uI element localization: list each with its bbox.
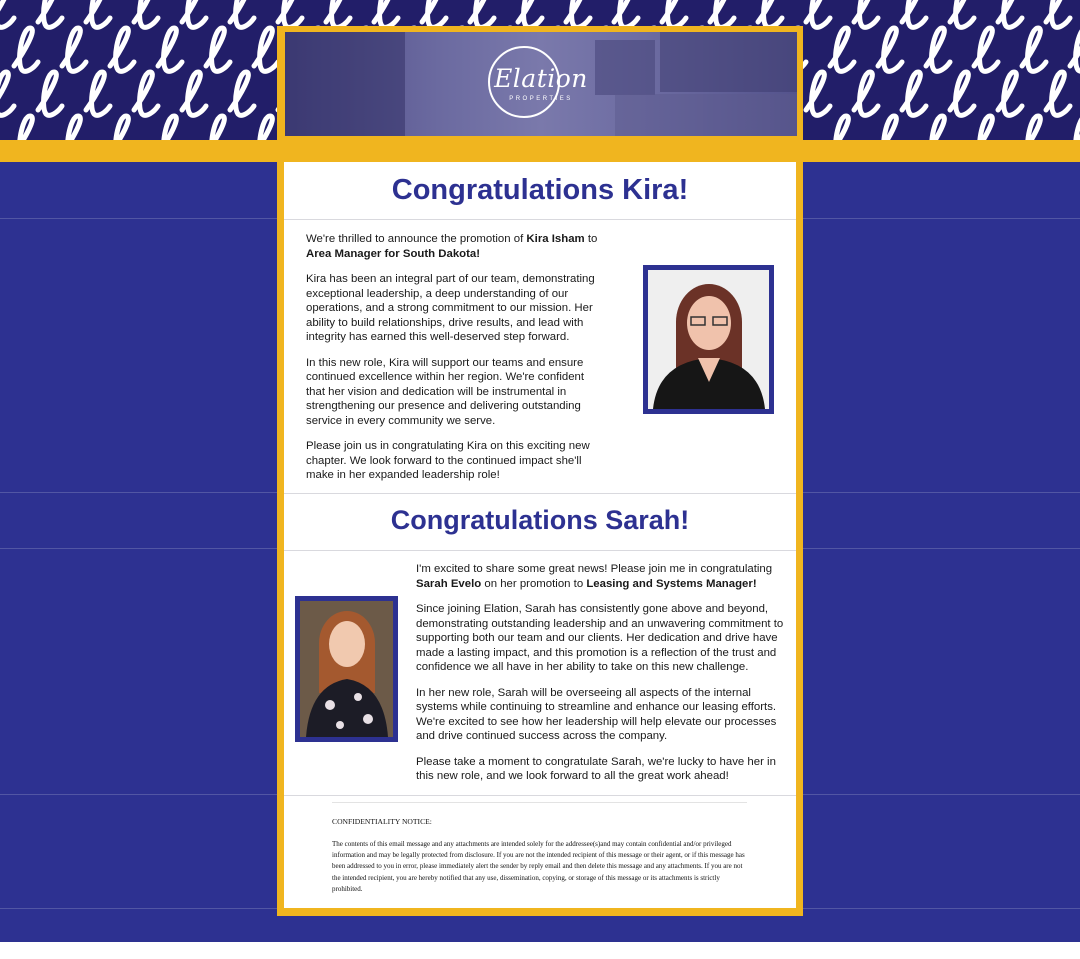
kira-intro (306, 232, 606, 261)
sarah-photo-frame (295, 596, 398, 742)
pattern-stroke (878, 116, 902, 140)
pattern-stroke (62, 116, 86, 140)
pattern-stroke (566, 0, 590, 27)
kira-heading: Congratulations Kira! (391, 174, 689, 206)
sarah-intro-middle: on her promotion to (481, 577, 587, 590)
pattern-stroke (1046, 72, 1070, 115)
pattern-stroke (950, 0, 974, 27)
interior-photo (615, 94, 797, 136)
pattern-stroke (158, 28, 182, 71)
sarah-intro-prefix: I'm excited to share some great news! Please join me in congratulating (416, 563, 773, 575)
team-photo-collage (285, 32, 405, 136)
pattern-stroke (326, 0, 350, 27)
pattern-stroke (806, 72, 830, 115)
pattern-stroke (0, 0, 14, 27)
pattern-stroke (14, 28, 38, 71)
sarah-intro (416, 562, 790, 591)
sarah-heading: Congratulations Sarah! (390, 505, 690, 535)
pattern-stroke (806, 0, 830, 27)
sarah-portrait-photo (300, 601, 393, 737)
section-divider (284, 219, 796, 220)
kira-intro-prefix: We're thrilled to announce the promotion of (306, 233, 527, 245)
pattern-stroke (422, 0, 446, 27)
section-divider (284, 550, 796, 551)
pattern-stroke (830, 116, 854, 140)
sarah-role: Leasing and Systems Manager! (586, 577, 757, 590)
kira-paragraph-2: Kira has been an integral part of our team, demonstrating exceptional leadership, a deep understanding of our operations, and a strong commitment to our mission. Her ability to build relationships, drive results, and lead with integrity has earned this well-deserved step forward. (306, 273, 595, 343)
pattern-stroke (854, 0, 878, 27)
pattern-stroke (206, 116, 230, 140)
pattern-stroke (950, 72, 974, 115)
pattern-stroke (470, 0, 494, 27)
kira-paragraph-4: Please join us in congratulating Kira on this exciting new chapter. We look forward to the continued impact she'll make in her expanded leadership role! (306, 440, 590, 481)
pattern-stroke (830, 28, 854, 71)
kira-portrait (648, 270, 769, 409)
pattern-stroke (134, 0, 158, 27)
pattern-stroke (86, 0, 110, 27)
kira-photo-frame (643, 265, 774, 414)
section-divider (284, 493, 796, 494)
sarah-announcement (416, 562, 790, 795)
sarah-portrait (300, 601, 393, 737)
sarah-paragraph-2: Since joining Elation, Sarah has consistently gone above and beyond, demonstrating outstanding leadership and an unwavering commitment to supporting both our team and our clients. Her dedication and drive have made a lasting impact, and this promotion is a reflection of the trust and confidence we all have in her ability to take on this new challenge. (416, 603, 784, 673)
kira-intro-middle: to (584, 233, 598, 245)
pattern-stroke (878, 28, 902, 71)
pattern-stroke (254, 28, 278, 71)
kira-portrait-photo (648, 270, 769, 409)
pattern-stroke (110, 116, 134, 140)
pattern-stroke (278, 0, 302, 27)
pattern-stroke (374, 0, 398, 27)
pattern-stroke (110, 28, 134, 71)
pattern-stroke (902, 0, 926, 27)
pattern-stroke (710, 0, 734, 27)
sarah-paragraph-4: Please take a moment to congratulate Sarah, we're lucky to have her in this new role, and we look forward to all the great work ahead! (416, 755, 776, 782)
section-divider (284, 795, 796, 796)
pattern-stroke (1070, 116, 1080, 140)
kira-announcement (306, 232, 606, 494)
elation-logo: Elation (494, 64, 588, 93)
pattern-stroke (758, 0, 782, 27)
pattern-stroke (998, 0, 1022, 27)
pattern-stroke (38, 0, 62, 27)
pattern-stroke (1022, 116, 1046, 140)
confidentiality-title: CONFIDENTIALITY NOTICE: (332, 817, 432, 826)
pattern-stroke (14, 116, 38, 140)
pattern-stroke (158, 116, 182, 140)
confidentiality-body: The contents of this email message and any attachments are intended solely for the addressee(s)and may contain confidential and/or privileged information and may be legally protected from disclosure. If you are not the intended recipient of this message or their agent, or if this message has been addressed to you in error, please immediately alert the sender by reply email and then delete this message and any attachments. If you are not the intended recipient, you are hereby notified that any use, dissemination, copying, or storage of this message or its attachments is strictly prohibited. (332, 840, 745, 893)
kira-role: Area Manager for South Dakota! (306, 247, 481, 260)
pattern-stroke (974, 28, 998, 71)
pattern-stroke (518, 0, 542, 27)
pattern-stroke (1070, 28, 1080, 71)
kira-name: Kira Isham (526, 233, 585, 245)
pattern-stroke (926, 116, 950, 140)
pattern-stroke (1046, 0, 1070, 27)
aerial-photo (660, 32, 797, 92)
logo-subtitle: PROPERTIES (509, 96, 573, 102)
pattern-stroke (230, 72, 254, 115)
pattern-stroke (134, 72, 158, 115)
pattern-stroke (230, 0, 254, 27)
pattern-stroke (614, 0, 638, 27)
pattern-stroke (182, 0, 206, 27)
pattern-stroke (902, 72, 926, 115)
pattern-stroke (38, 72, 62, 115)
pattern-stroke (926, 28, 950, 71)
pattern-stroke (974, 116, 998, 140)
pattern-stroke (182, 72, 206, 115)
kira-paragraph-3: In this new role, Kira will support our teams and ensure continued excellence within her region. We're confident that her vision and dedication will be instrumental in strengthening our presence and delivering outstanding service in every community we serve. (306, 356, 585, 427)
sarah-name: Sarah Evelo (416, 577, 482, 590)
notice-rule (332, 802, 747, 803)
pattern-stroke (1022, 28, 1046, 71)
pattern-stroke (86, 72, 110, 115)
sarah-paragraph-3: In her new role, Sarah will be overseeing all aspects of the internal systems while continuing to streamline and enhance our leasing efforts. We're excited to see how her leadership will help elevate our processes and drive continued success across the company. (416, 686, 777, 742)
pattern-stroke (0, 72, 14, 115)
hero-banner (285, 32, 797, 136)
pattern-stroke (206, 28, 230, 71)
pattern-stroke (998, 72, 1022, 115)
pattern-stroke (254, 116, 278, 140)
pattern-stroke (62, 28, 86, 71)
email-content-card (284, 162, 796, 908)
pattern-stroke (854, 72, 878, 115)
pattern-stroke (662, 0, 686, 27)
